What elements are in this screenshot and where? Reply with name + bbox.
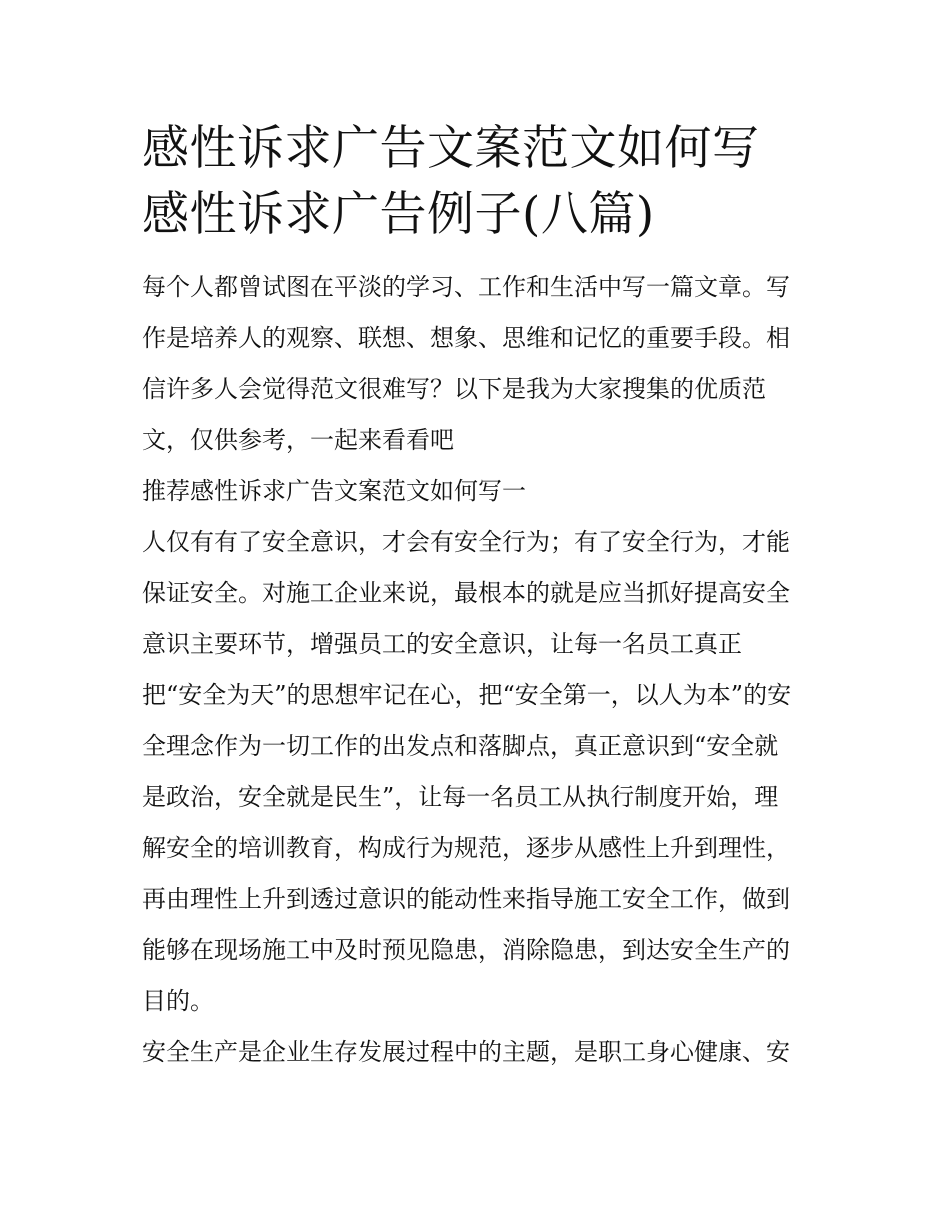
text-line: 再由理性上升到透过意识的能动性来指导施工安全工作，做到 (142, 885, 790, 913)
text-line: 每个人都曾试图在平淡的学习、工作和生活中写一篇文章。写 (142, 273, 790, 301)
body-paragraph-2 (142, 1027, 814, 1078)
document-content (142, 116, 814, 1078)
intro-paragraph (142, 262, 814, 466)
text-line: 把“安全为天”的思想牢记在心，把“安全第一，以人为本”的安 (142, 681, 792, 709)
text-line: 作是培养人的观察、联想、想象、思维和记忆的重要手段。相 (142, 324, 790, 352)
text-line: 能够在现场施工中及时预见隐患，消除隐患，到达安全生产的 (142, 936, 790, 964)
text-line: 是政治，安全就是民生”，让每一名员工从执行制度开始，理 (142, 783, 779, 811)
text-line: 信许多人会觉得范文很难写？以下是我为大家搜集的优质范 (142, 375, 766, 403)
section-heading: 推荐感性诉求广告文案范文如何写一 (142, 477, 526, 505)
text-line: 文，仅供参考，一起来看看吧 (142, 426, 454, 454)
text-line: 意识主要环节，增强员工的安全意识，让每一名员工真正 (142, 630, 742, 658)
text-line: 保证安全。对施工企业来说，最根本的就是应当抓好提高安全 (142, 579, 790, 607)
body-paragraph-1 (142, 517, 814, 1027)
title-line: 感性诉求广告文案范文如何写 (142, 121, 760, 176)
text-line: 解安全的培训教育，构成行为规范，逐步从感性上升到理性， (142, 834, 790, 862)
text-line: 目的。 (142, 987, 214, 1015)
text-line: 人仅有有了安全意识，才会有安全行为；有了安全行为，才能 (142, 528, 790, 556)
text-line: 安全生产是企业生存发展过程中的主题，是职工身心健康、安 (142, 1038, 790, 1066)
document-title (142, 116, 814, 248)
text-line: 全理念作为一切工作的出发点和落脚点，真正意识到“安全就 (142, 732, 779, 760)
title-line: 感性诉求广告例子(八篇) (142, 187, 655, 242)
